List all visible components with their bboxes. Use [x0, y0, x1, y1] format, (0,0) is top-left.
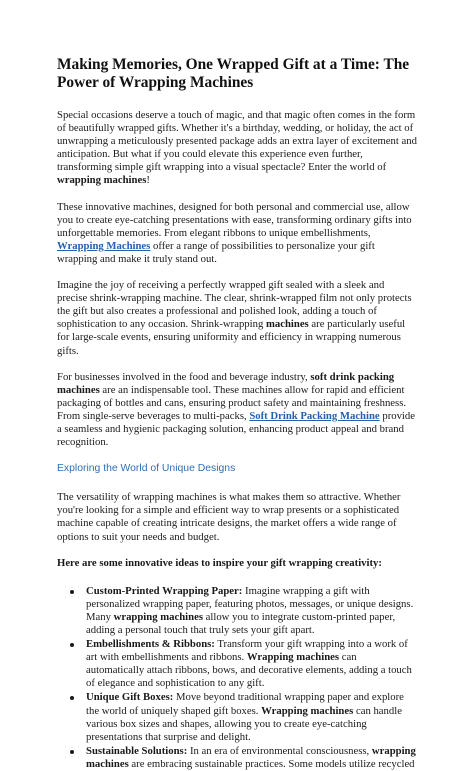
idea-title: Unique Gift Boxes:: [86, 691, 174, 704]
idea-title: Embellishments & Ribbons:: [86, 638, 215, 651]
shrink-wrap-end: are particularly useful for large-scale events, ensuring uniformity and efficiency in wrapping numerous gifts.: [57, 318, 406, 357]
intro-text: Special occasions deserve a touch of magic, and that magic often comes in the form of beautifully wrapped gifts. Whether it's a birthday, wedding, or holiday, the act of unwrapping a meticulously presented package adds an extra layer of excitement and anticipation. But what if you could elevate this experience even further, transforming simple gift wrapping into a visual spectacle? Enter the world of: [57, 109, 417, 174]
idea-title: Custom-Printed Wrapping Paper:: [86, 584, 243, 597]
soft-drink-text: For businesses involved in the food and beverage industry,: [57, 370, 311, 383]
versatility-paragraph: The versatility of wrapping machines is what makes them so attractive. Whether you're looking for a simple and efficient way to wrap presents or a sophisticated machine capable of creating intricate designs, the market offers a wide range of options to suit your needs and budget.: [57, 491, 401, 543]
shrink-wrap-paragraph: [57, 279, 417, 358]
intro-end: !: [146, 174, 150, 187]
idea-end: are embracing sustainable practices. Some models utilize recycled: [128, 757, 415, 770]
list-item: [86, 638, 417, 690]
soft-drink-paragraph: [57, 371, 417, 450]
ideas-list: [57, 585, 417, 771]
idea-title: Sustainable Solutions:: [86, 744, 188, 757]
page-title: Making Memories, One Wrapped Gift at a Time: The Power of Wrapping Machines: [57, 56, 410, 91]
list-item: [86, 585, 417, 637]
idea-text: Move beyond traditional wrapping paper and explore the world of uniquely shaped gift boxes.: [86, 691, 404, 717]
soft-drink-bold: soft drink packing machines: [57, 370, 395, 396]
soft-drink-mid: are an indispensable tool. These machines allow for rapid and efficient packaging of bottles and cans, ensuring product safety and maintaining freshness. From single-serve beverages to multi-packs,: [57, 383, 407, 422]
list-item: [86, 745, 417, 771]
idea-end: can handle various box sizes and shapes, allowing you to create eye-catching presentations that surprise and delight.: [86, 704, 402, 743]
machines-end: offer a range of possibilities to personalize your gift wrapping and make it truly stand out.: [57, 239, 375, 265]
section-heading: Exploring the World of Unique Designs: [57, 463, 236, 475]
intro-paragraph: [57, 109, 417, 188]
idea-bold: wrapping machines: [113, 610, 203, 623]
soft-drink-machine-link[interactable]: Soft Drink Packing Machine: [249, 409, 380, 422]
machines-paragraph: [57, 201, 417, 266]
idea-bold: wrapping machines: [86, 744, 416, 770]
ideas-intro: Here are some innovative ideas to inspire your gift wrapping creativity:: [57, 556, 382, 569]
soft-drink-end: provide a seamless and hygienic packaging solution, enhancing product appeal and brand recognition.: [57, 409, 415, 449]
intro-bold: wrapping machines: [57, 174, 147, 187]
idea-text: Transform your gift wrapping into a work of art with embellishments and ribbons.: [86, 638, 408, 664]
idea-end: allow you to integrate custom-printed paper, adding a personal touch that truly sets your gift apart.: [86, 610, 396, 636]
idea-text: In an era of environmental consciousness,: [187, 744, 372, 757]
shrink-wrap-text: Imagine the joy of receiving a perfectly wrapped gift sealed with a sleek and precise shrink-wrapping machine. The clear, shrink-wrapped film not only protects the gift but also creates a professional and polished look, adding a touch of sophistication to any occasion. Shrink-wrapping: [57, 279, 412, 331]
idea-bold: Wrapping machines: [246, 651, 340, 664]
idea-end: can automatically attach ribbons, bows, and decorative elements, adding a touch of elegance and sophistication to any gift.: [86, 651, 412, 690]
machines-text: These innovative machines, designed for both personal and commercial use, allow you to create eye-catching presentations with ease, transforming ordinary gifts into unforgettable memories. From elegant ribbons to unique embellishments,: [57, 200, 412, 239]
wrapping-machines-link[interactable]: Wrapping Machines: [57, 239, 151, 252]
idea-text: Imagine wrapping a gift with personalized wrapping paper, featuring photos, messages, or unique designs. Many: [86, 584, 414, 623]
shrink-wrap-bold: machines: [265, 318, 309, 331]
idea-bold: Wrapping machines: [261, 704, 354, 717]
list-item: [86, 691, 417, 743]
